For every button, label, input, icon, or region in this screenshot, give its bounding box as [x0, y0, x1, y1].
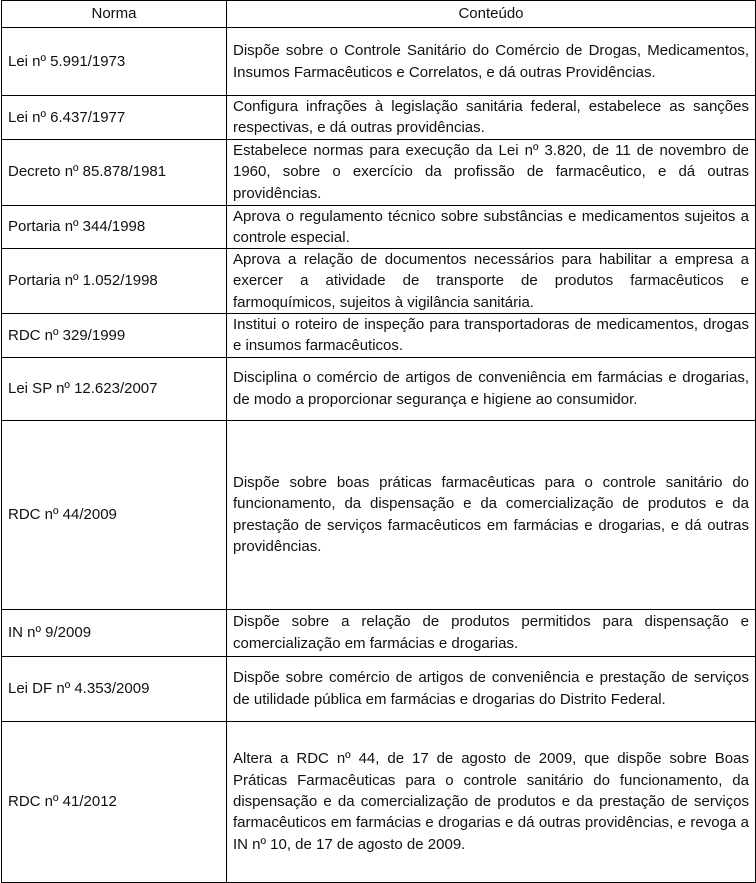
conteudo-cell: Altera a RDC nº 44, de 17 de agosto de 2009, que dispõe sobre Boas Práticas Farmacêuticas para o controle sanitário do funcionamento, da dispensação e da comercialização de produtos e da prestação de serviços farmacêuticos em farmácias e drogarias e dá outras providências, e revoga a IN nº 10, de 17 de agosto de 2009.: [227, 721, 756, 882]
norma-cell: Lei SP nº 12.623/2007: [2, 357, 227, 420]
conteudo-cell: Dispõe sobre comércio de artigos de conveniência e prestação de serviços de utilidade pública em farmácias e drogarias do Distrito Federal.: [227, 656, 756, 721]
header-norma: Norma: [2, 1, 227, 28]
table-row: [2, 314, 756, 358]
table-row: [2, 357, 756, 420]
norma-cell: IN nº 9/2009: [2, 609, 227, 656]
conteudo-cell: Aprova a relação de documentos necessários para habilitar a empresa a exercer a atividade de transporte de produtos farmacêuticos e farmoquímicos, sujeitos à vigilância sanitária.: [227, 249, 756, 314]
table-row: [2, 249, 756, 314]
table-row: [2, 656, 756, 721]
conteudo-cell: Institui o roteiro de inspeção para transportadoras de medicamentos, drogas e insumos farmacêuticos.: [227, 314, 756, 358]
norma-cell: Lei nº 6.437/1977: [2, 96, 227, 140]
table-row: [2, 721, 756, 882]
norma-cell: Lei DF nº 4.353/2009: [2, 656, 227, 721]
conteudo-cell: Dispõe sobre o Controle Sanitário do Comércio de Drogas, Medicamentos, Insumos Farmacêuticos e Correlatos, e dá outras Providências.: [227, 28, 756, 96]
header-row: [2, 1, 756, 28]
header-conteudo: Conteúdo: [227, 1, 756, 28]
conteudo-cell: Configura infrações à legislação sanitária federal, estabelece as sanções respectivas, e dá outras providências.: [227, 96, 756, 140]
table-row: [2, 205, 756, 249]
norma-cell: RDC nº 41/2012: [2, 721, 227, 882]
norma-cell: Decreto nº 85.878/1981: [2, 139, 227, 205]
table-row: [2, 609, 756, 656]
conteudo-cell: Aprova o regulamento técnico sobre substâncias e medicamentos sujeitos a controle especial.: [227, 205, 756, 249]
conteudo-cell: Dispõe sobre a relação de produtos permitidos para dispensação e comercialização em farmácias e drogarias.: [227, 609, 756, 656]
norma-cell: RDC nº 44/2009: [2, 420, 227, 609]
norma-cell: Portaria nº 1.052/1998: [2, 249, 227, 314]
legislation-table: [1, 0, 756, 883]
conteudo-cell: Estabelece normas para execução da Lei nº 3.820, de 11 de novembro de 1960, sobre o exercício da profissão de farmacêutico, e dá outras providências.: [227, 139, 756, 205]
table-row: [2, 139, 756, 205]
table-row: [2, 96, 756, 140]
conteudo-cell: Dispõe sobre boas práticas farmacêuticas para o controle sanitário do funcionamento, da dispensação e da comercialização de produtos e da prestação de serviços farmacêuticos em farmácias e drogarias, e dá outras providências.: [227, 420, 756, 609]
norma-cell: RDC nº 329/1999: [2, 314, 227, 358]
table-row: [2, 420, 756, 609]
table-row: [2, 28, 756, 96]
norma-cell: Lei nº 5.991/1973: [2, 28, 227, 96]
conteudo-cell: Disciplina o comércio de artigos de conveniência em farmácias e drogarias, de modo a proporcionar segurança e higiene ao consumidor.: [227, 357, 756, 420]
norma-cell: Portaria nº 344/1998: [2, 205, 227, 249]
